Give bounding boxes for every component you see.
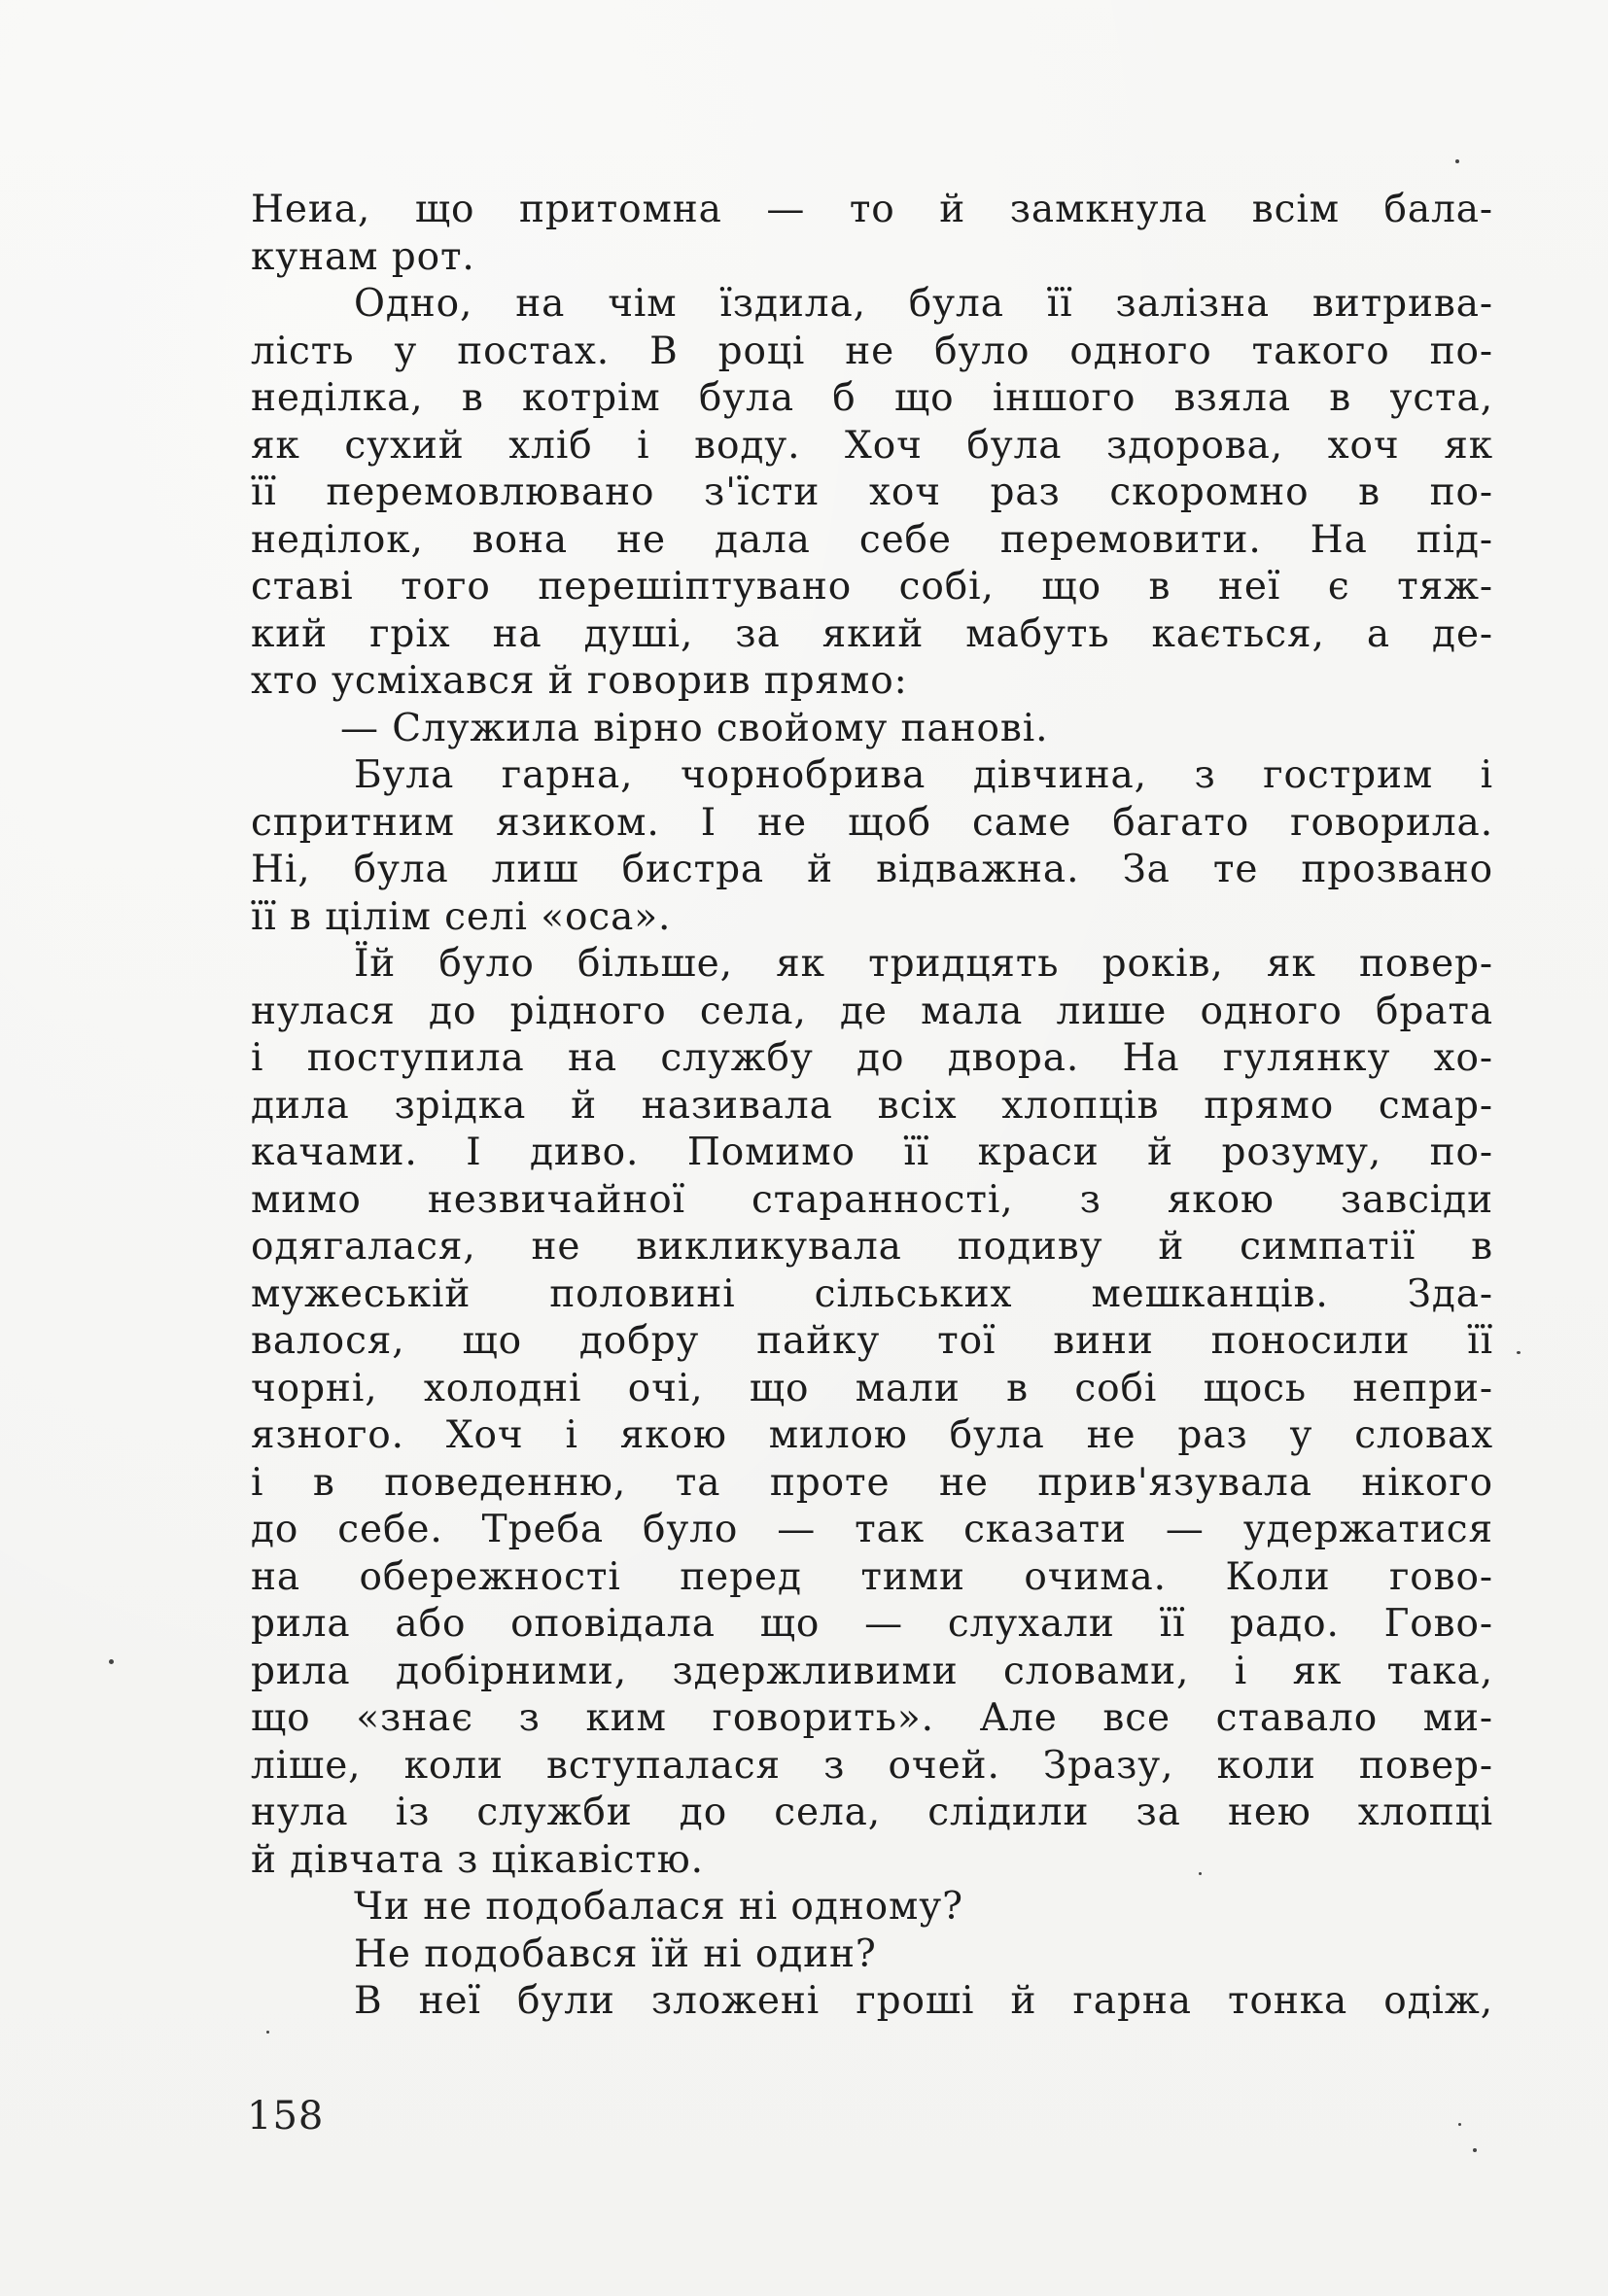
text-line: і в поведенню, та проте не прив'язувала нікого: [251, 1460, 1493, 1505]
text-line: ставі того перешіптувано собі, що в неї є тяж-: [251, 565, 1493, 609]
text-line: до себе. Треба було — так сказати — удержатися: [251, 1508, 1493, 1551]
text-line: як сухий хліб і воду. Хоч була здорова, хоч як: [251, 423, 1493, 468]
text-line: Чи не подобалася ні одному?: [354, 1885, 963, 1929]
text-line: й дівчата з цікавістю.: [251, 1837, 704, 1882]
print-speck: [109, 1659, 114, 1664]
text-line: валося, що добру пайку тої вини поносили її: [251, 1319, 1493, 1363]
text-line: неділка, в котрім була б що іншого взяла в уста,: [251, 376, 1493, 420]
print-speck: [1455, 159, 1459, 163]
text-line: кий гріх на душі, за який мабуть кається, а де-: [251, 611, 1493, 656]
text-line: і поступила на службу до двора. На гулянку хо-: [251, 1036, 1493, 1080]
text-line: її перемовлювано з'їсти хоч раз скоромно в по-: [251, 470, 1493, 514]
text-line: спритним язиком. І не щоб саме багато говорила.: [251, 800, 1493, 845]
text-line: дила зрідка й називала всіх хлопців прямо смар-: [251, 1083, 1493, 1128]
text-line: рила добірними, здержливими словами, і як така,: [251, 1649, 1493, 1693]
print-speck: [1199, 1872, 1202, 1875]
text-line: одягалася, не викликувала подиву й симпатії в: [251, 1225, 1493, 1269]
page-number: 158: [247, 2094, 325, 2139]
text-line: лість у постах. В році не було одного такого по-: [251, 329, 1493, 373]
text-line: В неї були зложені гроші й гарна тонка одіж,: [354, 1979, 1493, 2023]
text-line: ліше, коли вступалася з очей. Зразу, коли повер-: [251, 1743, 1493, 1788]
print-speck: [1458, 2123, 1461, 2126]
print-speck: [1473, 2148, 1477, 2152]
text-line: Була гарна, чорнобрива дівчина, з гострим і: [354, 753, 1493, 797]
page-text: [251, 187, 1493, 2026]
text-line: Одно, на чім їздила, була її залізна витрива-: [354, 282, 1493, 326]
text-line: Їй було більше, як тридцять років, як повер-: [354, 942, 1493, 986]
text-line: рила або оповідала що — слухали її радо. Гово-: [251, 1602, 1493, 1646]
text-line: нулася до рідного села, де мала лише одного брата: [251, 989, 1493, 1033]
text-line: що «знає з ким говорить». Але все ставало ми-: [251, 1696, 1493, 1740]
text-line: чорні, холодні очі, що мали в собі щось непри-: [251, 1366, 1493, 1410]
text-line: качами. І диво. Помимо її краси й розуму, по-: [251, 1131, 1493, 1174]
text-line: неділок, вона не дала себе перемовити. На під-: [251, 517, 1493, 562]
text-line: нула із служби до села, слідили за нею хлопці: [251, 1791, 1493, 1834]
text-line: Неиа, що притомна — то й замкнула всім бала-: [251, 188, 1493, 231]
text-line: язного. Хоч і якою милою була не раз у словах: [251, 1413, 1493, 1457]
text-line: мужеській половині сільських мешканців. Зда-: [251, 1271, 1493, 1316]
text-line: Ні, була лиш бистра й відважна. За те прозвано: [251, 848, 1493, 891]
text-line: її в цілім селі «оса».: [251, 894, 672, 939]
text-line: на обережності перед тими очима. Коли гово-: [251, 1554, 1493, 1599]
text-line: кунам рот.: [251, 234, 475, 279]
print-speck: [1517, 1351, 1521, 1354]
print-speck: [266, 2031, 269, 2034]
text-line: Не подобався їй ні один?: [354, 1931, 877, 1976]
text-line: — Служила вірно свойому панові.: [340, 706, 1049, 750]
text-line: мимо незвичайної старанності, з якою завсіди: [251, 1177, 1493, 1222]
text-line: хто усміхався й говорив прямо:: [251, 659, 908, 703]
